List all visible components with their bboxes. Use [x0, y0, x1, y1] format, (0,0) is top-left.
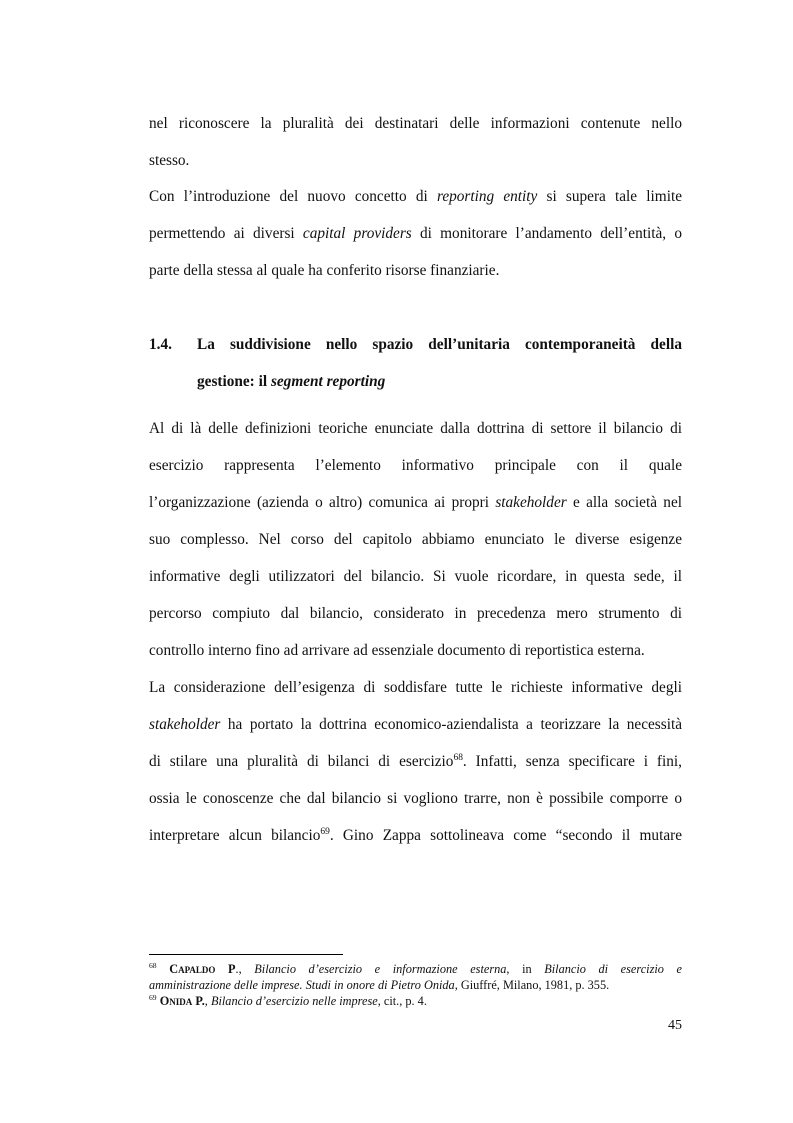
paragraph-line: Al di là delle definizioni teoriche enunciate dalla dottrina di settore il bilancio di [149, 420, 682, 437]
footnote-69: $^{69}$ Onida P., Bilancio d’esercizio nelle imprese, cit., p. 4. [149, 992, 427, 1008]
footnote-68-cont: amministrazione delle imprese. Studi in onore di Pietro Onida, Giuffré, Milano, 1981, p. 355. [149, 978, 610, 992]
section-title-cont: gestione: il segment reporting [197, 373, 386, 390]
paragraph-line: di stilare una pluralità di bilanci di esercizio$^{68}$. Infatti, senza specificare i fini, [149, 752, 682, 770]
paragraph-line: permettendo ai diversi capital providers di monitorare l’andamento dell’entità, o [149, 225, 682, 242]
paragraph-line: Con l’introduzione del nuovo concetto di reporting entity si supera tale limite [149, 188, 682, 205]
footnote-ref: 69 [320, 826, 330, 837]
paragraph-line: stakeholder ha portato la dottrina economico-aziendalista a teorizzare la necessità [149, 716, 682, 733]
footnote-68: $^{68}$ Capaldo P., Bilancio d’esercizio e informazione esterna, in Bilancio di esercizio e [149, 960, 682, 976]
section-number: 1.4. [149, 336, 172, 353]
paragraph-line: stesso. [149, 152, 190, 169]
paragraph-line: esercizio rappresenta l’elemento informativo principale con il quale [149, 457, 682, 474]
paragraph-line: nel riconoscere la pluralità dei destinatari delle informazioni contenute nello [149, 115, 682, 132]
paragraph-line: l’organizzazione (azienda o altro) comunica ai propri stakeholder e alla società nel [149, 494, 682, 511]
paragraph-line: parte della stessa al quale ha conferito risorse finanziarie. [149, 262, 500, 279]
paragraph-line: ossia le conoscenze che dal bilancio si vogliono trarre, non è possibile comporre o [149, 790, 682, 807]
paragraph-line: interpretare alcun bilancio$^{69}$. Gino Zappa sottolineava come “secondo il mutare [149, 826, 682, 844]
paragraph-line: La considerazione dell’esigenza di soddisfare tutte le richieste informative degli [149, 679, 682, 696]
paragraph-line: informative degli utilizzatori del bilancio. Si vuole ricordare, in questa sede, il [149, 568, 682, 585]
paragraph-line: controllo interno fino ad arrivare ad essenziale documento di reportistica esterna. [149, 642, 645, 659]
paragraph-line: suo complesso. Nel corso del capitolo abbiamo enunciato le diverse esigenze [149, 531, 682, 548]
paragraph-line: percorso compiuto dal bilancio, considerato in precedenza mero strumento di [149, 605, 682, 622]
page-number: 45 [668, 1018, 682, 1033]
section-title: La suddivisione nello spazio dell’unitaria contemporaneità della [197, 336, 682, 353]
footnote-divider [149, 954, 343, 955]
footnote-ref: 68 [453, 752, 463, 763]
